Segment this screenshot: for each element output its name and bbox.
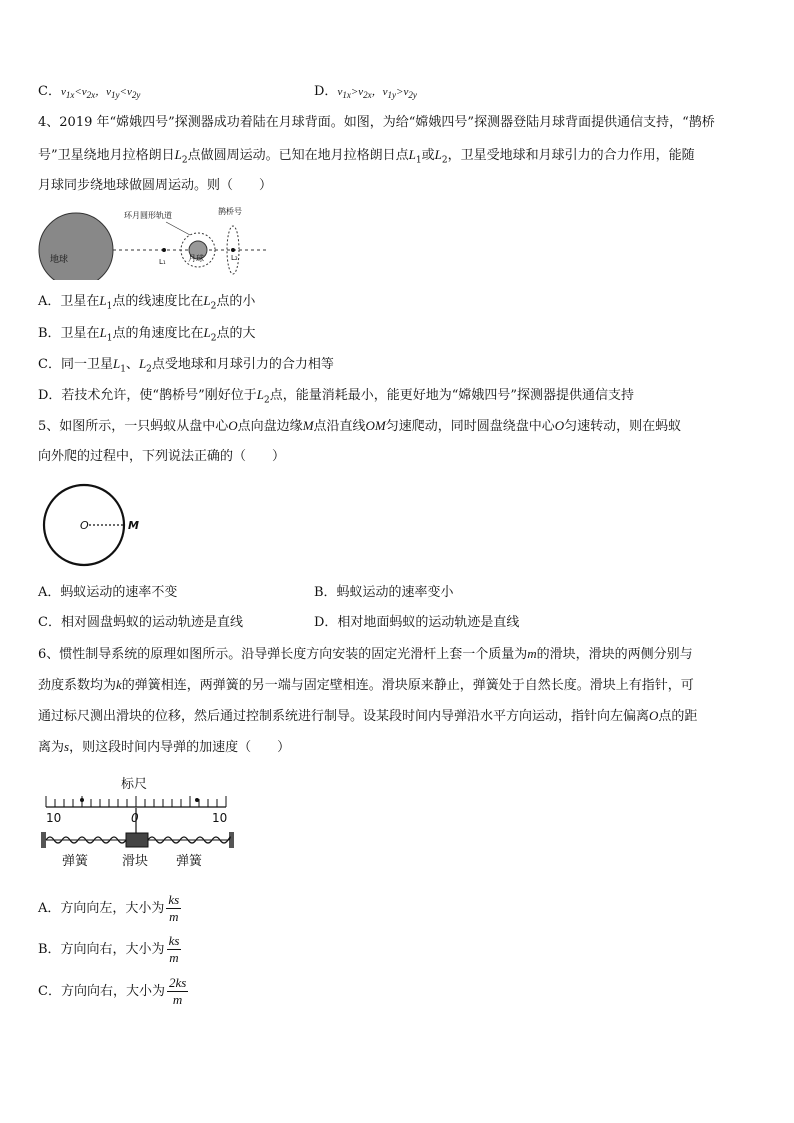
q4-option-c: C．同一卫星$L_1$、$L_2$点受地球和月球引力的合力相等 [38,356,334,375]
left-mark [80,798,84,802]
scale-ticks [46,796,226,807]
q6-stem-line3: 通过标尺测出滑块的位移，然后通过控制系统进行制导。设某段时间内导弹沿水平方向运动，指针向左偏离O点的距 [38,708,698,724]
point-m-label: M [128,519,139,532]
q5-stem-line1: 5、如图所示，一只蚂蚁从盘中心O点向盘边缘M点沿直线OM匀速爬动，同时圆盘绕盘中心O匀速转动，则在蚂蚁 [38,418,682,434]
q6-option-c: C．方向向右，大小为 $\frac{2ks}{m}$ [38,975,187,1007]
earth-shape [39,213,113,280]
q5-option-c: C．相对圆盘蚂蚁的运动轨迹是直线 [38,615,243,630]
l1-point [162,248,166,252]
moon-label: 月球 [188,254,204,263]
q3-option-d-label: D． [314,84,338,99]
scale-left-number: 10 [46,811,62,825]
queqiao-label: 鹊桥号 [218,207,242,216]
q6-option-a: A．方向向左，大小为 $\frac{ks}{m}$ [38,892,180,924]
q4-stem-line1: 4、2019 年“嫦娥四号”探测器成功着陆在月球背面。如图，为给“嫦娥四号”探测器登陆月球背面提供通信支持，“鹊桥 [38,115,715,130]
q6-option-a-fraction: $\frac{ks}{m}$ [168,892,180,924]
l2-label: L₂ [231,254,238,262]
q4-stem-line3: 月球同步绕地球做圆周运动。则（ ） [38,178,273,193]
spring-right-label: 弹簧 [176,854,203,869]
point-o-label: O [80,519,89,532]
l1-label: L₁ [159,258,166,266]
scale-right-number: 10 [212,811,228,825]
q4-stem-line2: 号”卫星绕地月拉格朗日$L_2$点做圆周运动。已知在地月拉格朗日点$L_1$或$L_2$，卫星受地球和月球引力的合力作用，能随 [38,147,695,166]
slider-label: 滑块 [122,854,149,869]
scale-label: 标尺 [121,777,148,792]
q6-option-b: B．方向向右，大小为 $\frac{ks}{m}$ [38,933,180,965]
q3-option-d [314,82,417,105]
slider-block [126,833,148,847]
q4-option-a: A．卫星在$L_1$点的线速度比在$L_2$点的小 [38,293,256,312]
orbit-pointer [166,222,190,235]
q5-option-a: A．蚂蚁运动的速率不变 [38,585,178,600]
q4-option-b: B．卫星在$L_1$点的角速度比在$L_2$点的大 [38,325,256,344]
q6-option-c-fraction: $\frac{2ks}{m}$ [168,975,187,1007]
q6-stem-line2: 劲度系数均为k的弹簧相连，两弹簧的另一端与固定壁相连。滑块原来静止，弹簧处于自然长度。滑块上有指针，可 [38,677,694,693]
q5-option-d: D．相对地面蚂蚁的运动轨迹是直线 [314,615,520,630]
q4-option-d: D．若技术允许，使“鹊桥号”刚好位于$L_2$点，能量消耗最小，能更好地为“嫦娥四号”探测器提供通信支持 [38,387,634,406]
q6-figure [40,772,240,872]
q3-option-c [38,82,140,105]
scale-zero-label: 0 [131,811,139,825]
q5-figure [40,482,150,572]
orbit-label: 环月圆形轨道 [124,211,172,220]
earth-label: 地球 [50,255,69,265]
q3-option-c-label: C． [38,84,61,99]
q4-figure [38,200,268,280]
q6-stem-line4: 离为s，则这段时间内导弹的加速度（ ） [38,739,291,755]
spring-left-label: 弹簧 [62,854,89,869]
q5-stem-line2: 向外爬的过程中，下列说法正确的（ ） [38,449,286,464]
q6-stem-line1: 6、惯性制导系统的原理如图所示。沿导弹长度方向安装的固定光滑杆上套一个质量为m的滑块，滑块的两侧分别与 [38,646,693,662]
q3-option-d-formula: $v_{1x}>v_{2x}$，$v_{1y}>v_{2y}$ [337,86,417,101]
q3-option-c-formula: $v_{1x}<v_{2x}$，$v_{1y}<v_{2y}$ [60,86,141,101]
wall-right [229,832,234,848]
q5-option-b: B．蚂蚁运动的速率变小 [314,585,454,600]
wall-left [41,832,46,848]
right-mark [195,798,199,802]
l2-point [231,248,235,252]
q6-option-b-fraction: $\frac{ks}{m}$ [168,933,180,965]
